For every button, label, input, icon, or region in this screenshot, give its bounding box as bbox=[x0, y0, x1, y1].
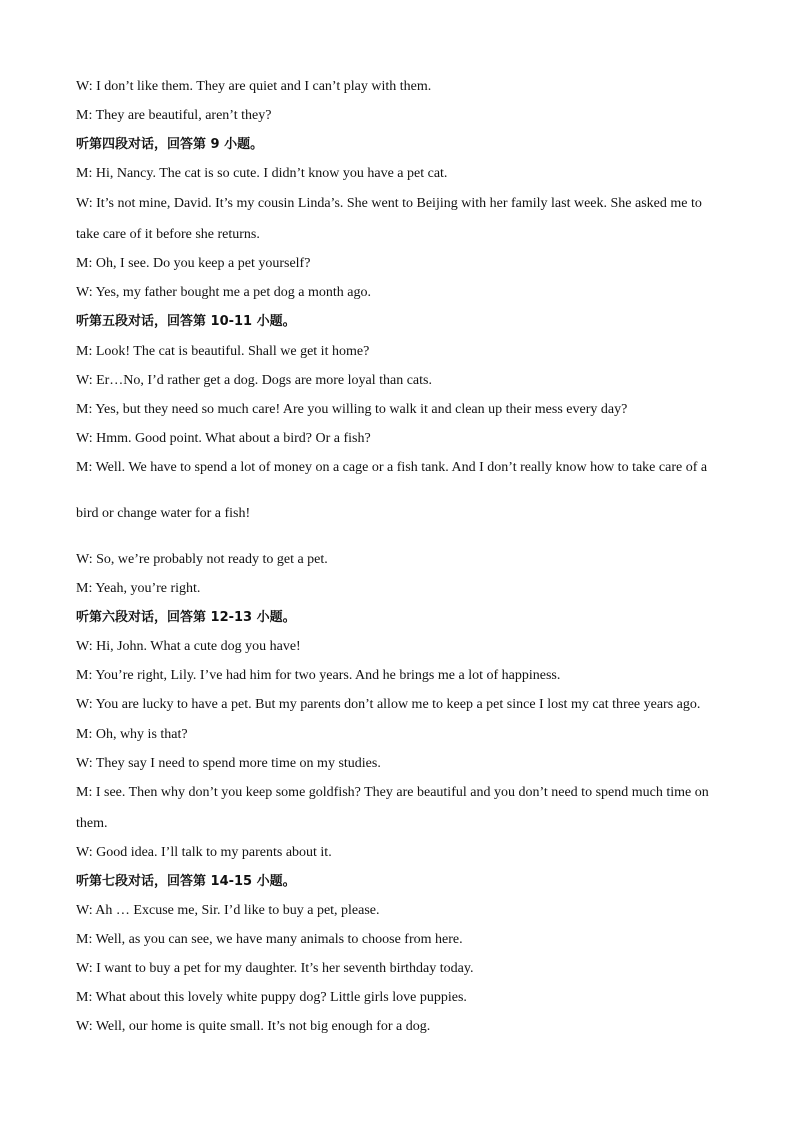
dialogue-line: M: Look! The cat is beautiful. Shall we get it home? bbox=[76, 344, 370, 359]
dialogue-line: M: Well. We have to spend a lot of money on a cage or a fish tank. And I don’t really know how to take care of a bbox=[76, 460, 708, 475]
dialogue-line: W: I don’t like them. They are quiet and I can’t play with them. bbox=[76, 79, 432, 94]
dialogue-line: W: Er…No, I’d rather get a dog. Dogs are more loyal than cats. bbox=[76, 373, 432, 388]
dialogue-line: M: Yes, but they need so much care! Are you willing to walk it and clean up their mess every day? bbox=[76, 402, 628, 417]
dialogue-line: M: Yeah, you’re right. bbox=[76, 581, 201, 596]
dialogue-line: W: Hmm. Good point. What about a bird? Or a fish? bbox=[76, 431, 371, 446]
dialogue-line: W: Yes, my father bought me a pet dog a month ago. bbox=[76, 285, 371, 300]
dialogue-line: them. bbox=[76, 816, 108, 831]
dialogue-line: W: Good idea. I’ll talk to my parents about it. bbox=[76, 845, 332, 860]
dialogue-line: take care of it before she returns. bbox=[76, 227, 260, 242]
dialogue-line: W: It’s not mine, David. It’s my cousin Linda’s. She went to Beijing with her family last week. She asked me to bbox=[76, 196, 702, 211]
dialogue-line: M: Hi, Nancy. The cat is so cute. I didn’t know you have a pet cat. bbox=[76, 166, 448, 181]
dialogue-line: W: Hi, John. What a cute dog you have! bbox=[76, 639, 301, 654]
dialogue-line: M: I see. Then why don’t you keep some goldfish? They are beautiful and you don’t need to spend much time on bbox=[76, 785, 709, 800]
dialogue-line: W: Well, our home is quite small. It’s not big enough for a dog. bbox=[76, 1019, 431, 1034]
dialogue-line: W: Ah … Excuse me, Sir. I’d like to buy a pet, please. bbox=[76, 903, 380, 918]
dialogue-line: M: Oh, why is that? bbox=[76, 727, 188, 742]
dialogue-line: W: So, we’re probably not ready to get a pet. bbox=[76, 552, 328, 567]
section-heading: 听第七段对话，回答第 14-15 小题。 bbox=[76, 874, 296, 889]
document-page bbox=[76, 0, 728, 1130]
dialogue-line: M: You’re right, Lily. I’ve had him for two years. And he brings me a lot of happiness. bbox=[76, 668, 561, 683]
dialogue-line: W: You are lucky to have a pet. But my parents don’t allow me to keep a pet since I lost my cat three years ago. bbox=[76, 697, 701, 712]
section-heading: 听第四段对话，回答第 9 小题。 bbox=[76, 137, 264, 152]
dialogue-line: M: Oh, I see. Do you keep a pet yourself? bbox=[76, 256, 311, 271]
dialogue-line: W: I want to buy a pet for my daughter. It’s her seventh birthday today. bbox=[76, 961, 474, 976]
dialogue-line: bird or change water for a fish! bbox=[76, 506, 251, 521]
dialogue-line: W: They say I need to spend more time on my studies. bbox=[76, 756, 381, 771]
dialogue-line: M: Well, as you can see, we have many animals to choose from here. bbox=[76, 932, 463, 947]
dialogue-line: M: What about this lovely white puppy dog? Little girls love puppies. bbox=[76, 990, 467, 1005]
dialogue-line: M: They are beautiful, aren’t they? bbox=[76, 108, 272, 123]
section-heading: 听第六段对话，回答第 12-13 小题。 bbox=[76, 610, 296, 625]
section-heading: 听第五段对话，回答第 10-11 小题。 bbox=[76, 314, 296, 329]
